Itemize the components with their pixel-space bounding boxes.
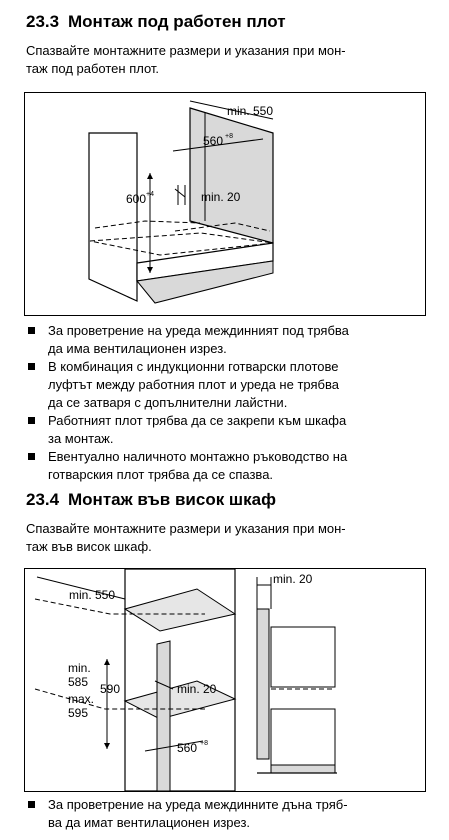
- section-number: 23.4: [26, 490, 60, 509]
- dim-595-label: 595: [68, 706, 89, 720]
- bullet-item: Евентуално наличното монтажно ръководство на готварския плот трябва да се спазва.: [26, 448, 426, 484]
- dim-600-label: 600: [126, 192, 147, 206]
- side-dim-min-20-label: min. 20: [273, 572, 313, 586]
- dim-min-20-label: min. 20: [201, 190, 241, 204]
- section-intro: [26, 42, 426, 78]
- bullet-square-icon: [28, 453, 35, 460]
- intro-line: Спазвайте монтажните размери и указания при мон-: [26, 521, 346, 536]
- dim-600-tolerance: +4: [146, 191, 154, 198]
- bullet-item: В комбинация с индукционни готварски плотове луфтът между работния плот и уреда не трябва да се затваря с допълнителни лайстни.: [26, 358, 426, 412]
- dim-585-label: 585: [68, 675, 89, 689]
- dim-max-label: max.: [68, 692, 95, 706]
- bullet-square-icon: [28, 801, 35, 808]
- section-heading-23-4: [26, 490, 276, 510]
- section-bullet-list: [26, 322, 426, 484]
- section-title: Монтаж във висок шкаф: [68, 490, 276, 509]
- bullet-square-icon: [28, 327, 35, 334]
- dim-560-tolerance: +8: [200, 740, 208, 747]
- dim-590-label: 590: [100, 682, 121, 696]
- bullet-item: За проветрение на уреда междинните дъна тряб- ва да имат вентилационен изрез.: [26, 796, 426, 832]
- intro-line: таж във висок шкаф.: [26, 539, 152, 554]
- section-heading-23-3: [26, 12, 286, 32]
- bullet-item: Работният плот трябва да се закрепи към шкафа за монтаж.: [26, 412, 426, 448]
- section-number: 23.3: [26, 12, 60, 31]
- dim-560-label: 560: [203, 134, 224, 148]
- dim-min-label: min.: [68, 661, 91, 675]
- section-bullet-list: [26, 796, 426, 832]
- bullet-square-icon: [28, 363, 35, 370]
- dim-560-tolerance: +8: [225, 133, 233, 140]
- section-intro: [26, 520, 426, 556]
- dim-min-550-label: min. 550: [69, 588, 116, 602]
- bullet-item: За проветрение на уреда междинният под трябва да има вентилационен изрез.: [26, 322, 426, 358]
- dim-560-label: 560: [177, 741, 198, 755]
- dim-min-550-label: min. 550: [227, 104, 274, 118]
- section-title: Монтаж под работен плот: [68, 12, 286, 31]
- under-counter-installation-figure: [24, 92, 426, 316]
- intro-line: таж под работен плот.: [26, 61, 160, 76]
- tall-cabinet-installation-figure: [24, 568, 426, 792]
- intro-line: Спазвайте монтажните размери и указания при мон-: [26, 43, 346, 58]
- bullet-square-icon: [28, 417, 35, 424]
- dim-min-20-label: min. 20: [177, 682, 217, 696]
